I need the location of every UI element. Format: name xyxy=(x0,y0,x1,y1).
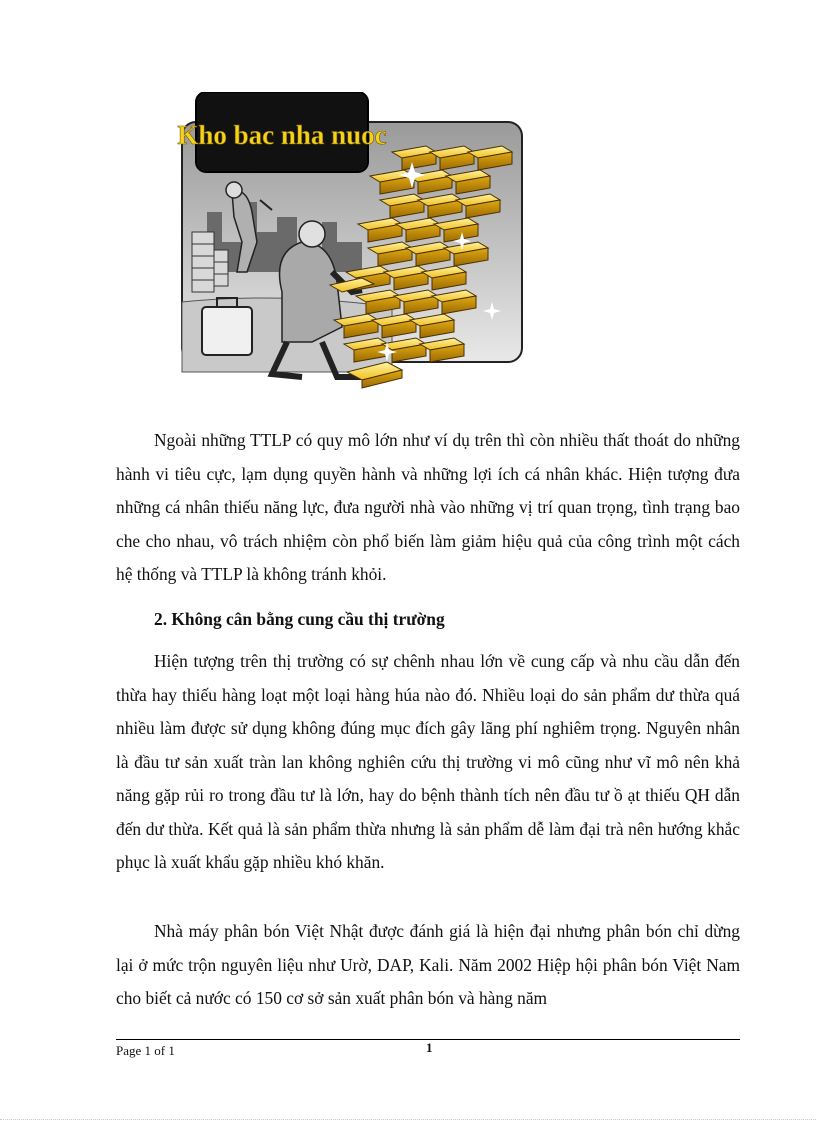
page-label: Page 1 of 1 xyxy=(116,1043,175,1058)
paragraph-2: Hiện tượng trên thị trường có sự chênh nhau lớn về cung cấp và nhu cầu dẫn đến thừa hay thiếu hàng loạt một loại hàng húa nào đó. Nhiều loại do sản phẩm dư thừa quá nhiều làm được sử dụng không đúng mục đích gây lãng phí nghiêm trọng. Nguyên nhân là đầu tư sản xuất tràn lan không nghiên cứu thị trường vi mô cũng như vĩ mô nên khả năng gặp rủi ro trong đầu tư là lớn, hay do bệnh thành tích nên đầu tư ồ ạt thiếu QH dẫn đến dư thừa. Kết quả là sản phẩm thừa nhưng là sản phẩm dễ làm đại trà nên hướng khắc phục là xuất khẩu gặp nhiều khó khăn. xyxy=(116,651,740,872)
page-number: 1 xyxy=(426,1040,433,1055)
page-edge-divider xyxy=(0,1119,816,1120)
treasury-gold-bars-icon xyxy=(162,92,526,398)
sign-text: Kho bac nha nuoc xyxy=(177,120,387,150)
paragraph-3: Nhà máy phân bón Việt Nhật được đánh giá là hiện đại nhưng phân bón chỉ dừng lại ở mức trộn nguyên liệu như Urờ, DAP, Kali. Năm 2002 Hiệp hội phân bón Việt Nam cho biết cả nước có 150 cơ sở sản xuất phân bón và hàng năm xyxy=(116,921,740,1008)
section-heading: 2. Không cân bằng cung cầu thị trường xyxy=(154,609,445,629)
paragraph-1: Ngoài những TTLP có quy mô lớn như ví dụ trên thì còn nhiều thất thoát do những hành vi tiêu cực, lạm dụng quyền hành và những lợi ích cá nhân khác. Hiện tượng đưa những cá nhân thiếu năng lực, đưa người nhà vào những vị trí quan trọng, tình trạng bao che cho nhau, vô trách nhiệm còn phổ biến làm giảm hiệu quả của công trình một cách hệ thống và TTLP là không tránh khỏi. xyxy=(116,430,740,584)
